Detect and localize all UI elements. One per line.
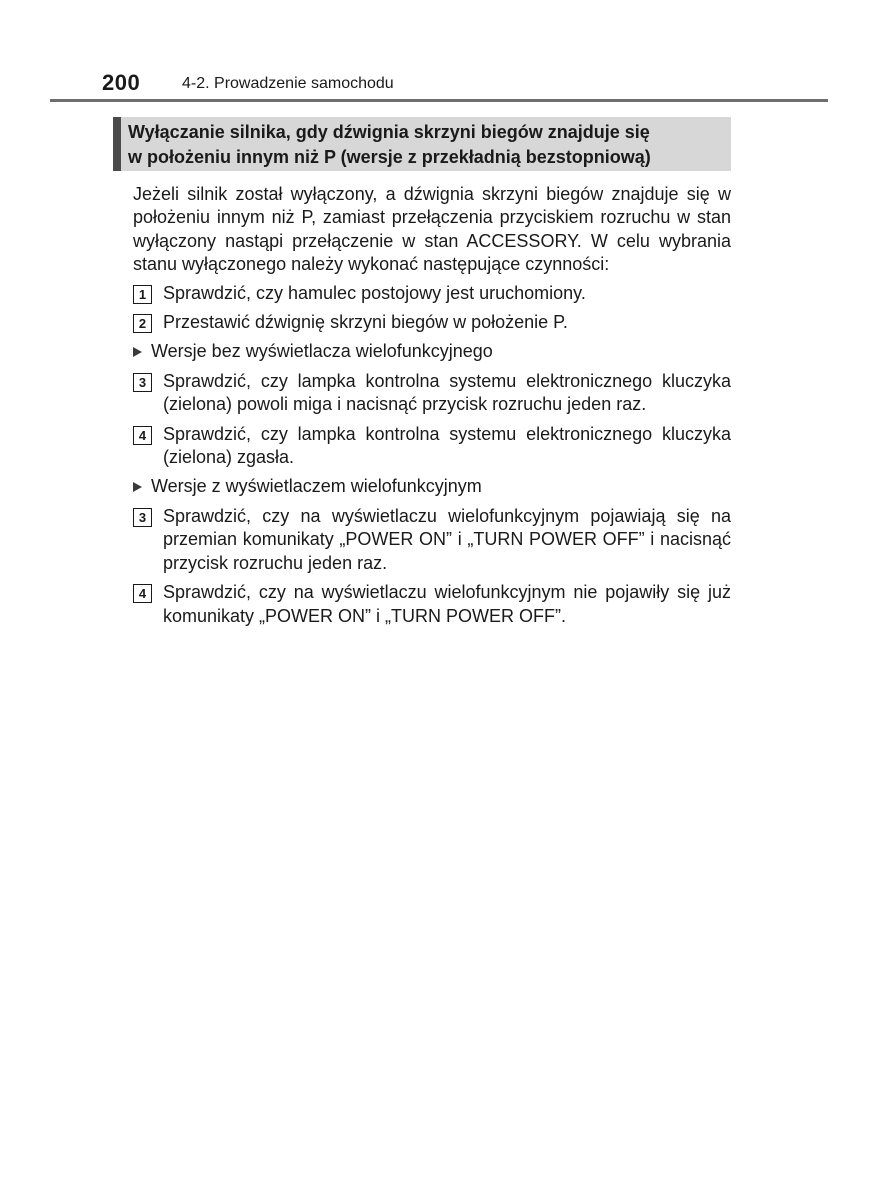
intro-paragraph: Jeżeli silnik został wyłączony, a dźwignia skrzyni biegów znajduje się w położeniu innym niż P, zamiast przełączenia przyciskiem rozruchu w stan wyłączony nastąpi przełączenie w stan ACCESSORY. W celu wybrania stanu wyłączonego należy wykonać następujące czynności: — [133, 184, 731, 275]
step-text: Sprawdzić, czy na wyświetlaczu wielofunkcyjnym nie pojawiły się już komunikaty „POWER ON” i „TURN POWER OFF”. — [163, 582, 731, 626]
step-number-box: 3 — [133, 373, 152, 392]
triangle-bullet-icon — [133, 482, 142, 492]
step-item — [133, 423, 731, 470]
triangle-bullet-icon — [133, 347, 142, 357]
section-title: 4-2. Prowadzenie samochodu — [182, 75, 394, 92]
step-text: Przestawić dźwignię skrzyni biegów w położenie P. — [163, 312, 568, 333]
heading-text — [128, 120, 651, 170]
heading-box — [113, 117, 731, 171]
step-item — [133, 370, 731, 417]
step-text: Sprawdzić, czy na wyświetlaczu wielofunkcyjnym pojawiają się na przemian komunikaty „POWER ON” i „TURN POWER OFF” i nacisnąć przycisk rozruchu jeden raz. — [163, 505, 731, 573]
step-item — [133, 282, 731, 305]
heading-line: Wyłączanie silnika, gdy dźwignia skrzyni biegów znajduje się — [128, 122, 650, 142]
content — [133, 183, 731, 634]
step-number-box: 4 — [133, 584, 152, 603]
step-number-box: 2 — [133, 314, 152, 333]
step-text: Sprawdzić, czy lampka kontrolna systemu elektronicznego kluczyka (zielona) powoli miga i nacisnąć przycisk rozruchu jeden raz. — [163, 370, 731, 415]
variant-label: Wersje z wyświetlaczem wielofunkcyjnym — [151, 476, 482, 497]
heading-bar — [113, 117, 121, 171]
step-item — [133, 311, 731, 334]
variant-heading — [133, 340, 731, 363]
step-number-box: 1 — [133, 285, 152, 304]
step-item — [133, 581, 731, 628]
step-number-box: 4 — [133, 426, 152, 445]
variant-heading — [133, 475, 731, 498]
variant-label: Wersje bez wyświetlacza wielofunkcyjnego — [151, 341, 493, 362]
step-text: Sprawdzić, czy lampka kontrolna systemu elektronicznego kluczyka (zielona) zgasła. — [163, 423, 731, 468]
step-text: Sprawdzić, czy hamulec postojowy jest uruchomiony. — [163, 282, 586, 303]
header-rule — [50, 99, 828, 102]
step-item — [133, 505, 731, 575]
step-number-box: 3 — [133, 508, 152, 527]
heading-line: w położeniu innym niż P (wersje z przekładnią bezstopniową) — [128, 147, 651, 167]
page-number: 200 — [102, 70, 141, 95]
